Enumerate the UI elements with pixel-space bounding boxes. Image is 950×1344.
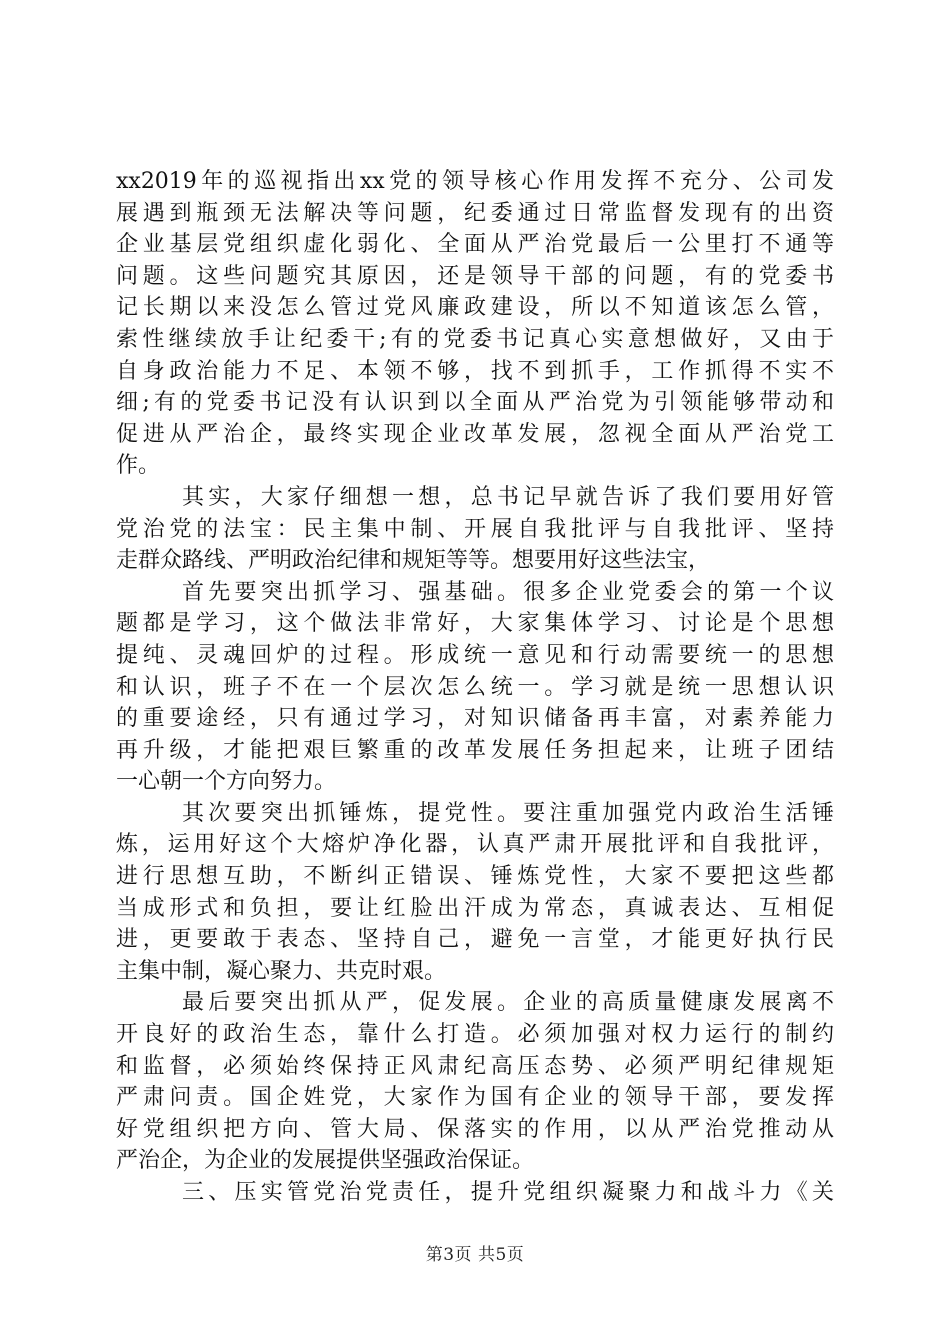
text-line: 展遇到瓶颈无法解决等问题，纪委通过日常监督发现有的出资 xyxy=(116,200,834,226)
text-line: 问题。这些问题究其原因，还是领导干部的问题，有的党委书 xyxy=(116,263,834,289)
text-line: 党治党的法宝：民主集中制、开展自我批评与自我批评、坚持 xyxy=(116,516,834,542)
text-line: 严肃问责。国企姓党，大家作为国有企业的领导干部，要发挥 xyxy=(116,1085,834,1111)
text-line: 其实，大家仔细想一想，总书记早就告诉了我们要用好管 xyxy=(182,484,834,510)
text-line: 作。 xyxy=(116,453,161,479)
text-line: 进行思想互助，不断纠正错误、锤炼党性，大家不要把这些都 xyxy=(116,864,834,890)
text-line: 题都是学习，这个做法非常好，大家集体学习、讨论是个思想 xyxy=(116,611,834,637)
text-line: 主集中制，凝心聚力、共克时艰。 xyxy=(116,958,447,984)
text-line: 提纯、灵魂回炉的过程。形成统一意见和行动需要统一的思想 xyxy=(116,642,834,668)
text-line: 好党组织把方向、管大局、保落实的作用，以从严治党推动从 xyxy=(116,1116,834,1142)
text-line: 索性继续放手让纪委干;有的党委书记真心实意想做好，又由于 xyxy=(116,326,834,352)
text-line: 当成形式和负担，要让红脸出汗成为常态，真诚表达、互相促 xyxy=(116,895,834,921)
text-line: 三、压实管党治党责任，提升党组织凝聚力和战斗力《关 xyxy=(182,1180,834,1205)
text-line: 和监督，必须始终保持正风肃纪高压态势、必须严明纪律规矩 xyxy=(116,1053,834,1079)
text-line: 开良好的政治生态，靠什么打造。必须加强对权力运行的制约 xyxy=(116,1022,834,1048)
text-line: 和认识，班子不在一个层次怎么统一。学习就是统一思想认识 xyxy=(116,674,834,700)
text-line: 促进从严治企，最终实现企业改革发展，忽视全面从严治党工 xyxy=(116,421,834,447)
text-line: 其次要突出抓锤炼，提党性。要注重加强党内政治生活锤 xyxy=(182,800,834,826)
text-line: 细;有的党委书记没有认识到以全面从严治党为引领能够带动和 xyxy=(116,390,834,416)
text-line: 进，更要敢于表态、坚持自己，避免一言堂，才能更好执行民 xyxy=(116,927,834,953)
text-line: 再升级，才能把艰巨繁重的改革发展任务担起来，让班子团结 xyxy=(116,737,834,763)
text-line: 一心朝一个方向努力。 xyxy=(116,769,337,795)
text-line: 的重要途经，只有通过学习，对知识储备再丰富，对素养能力 xyxy=(116,706,834,732)
text-line: 走群众路线、严明政治纪律和规矩等等。想要用好这些法宝， xyxy=(116,548,711,574)
text-line: 炼，运用好这个大熔炉净化器，认真严肃开展批评和自我批评， xyxy=(116,832,834,858)
text-line: 记长期以来没怎么管过党风廉政建设，所以不知道该怎么管， xyxy=(116,295,834,321)
text-line: 企业基层党组织虚化弱化、全面从严治党最后一公里打不通等 xyxy=(116,232,834,258)
text-line: 首先要突出抓学习、强基础。很多企业党委会的第一个议 xyxy=(182,579,834,605)
text-line: 最后要突出抓从严，促发展。企业的高质量健康发展离不 xyxy=(182,990,834,1016)
text-line: 自身政治能力不足、本领不够，找不到抓手，工作抓得不实不 xyxy=(116,358,834,384)
text-line: xx2019年的巡视指出xx党的领导核心作用发挥不充分、公司发 xyxy=(116,169,834,194)
text-line: 严治企，为企业的发展提供坚强政治保证。 xyxy=(116,1148,535,1174)
document-body xyxy=(116,166,834,1209)
page-footer: 第3页 共5页 xyxy=(425,1245,525,1265)
